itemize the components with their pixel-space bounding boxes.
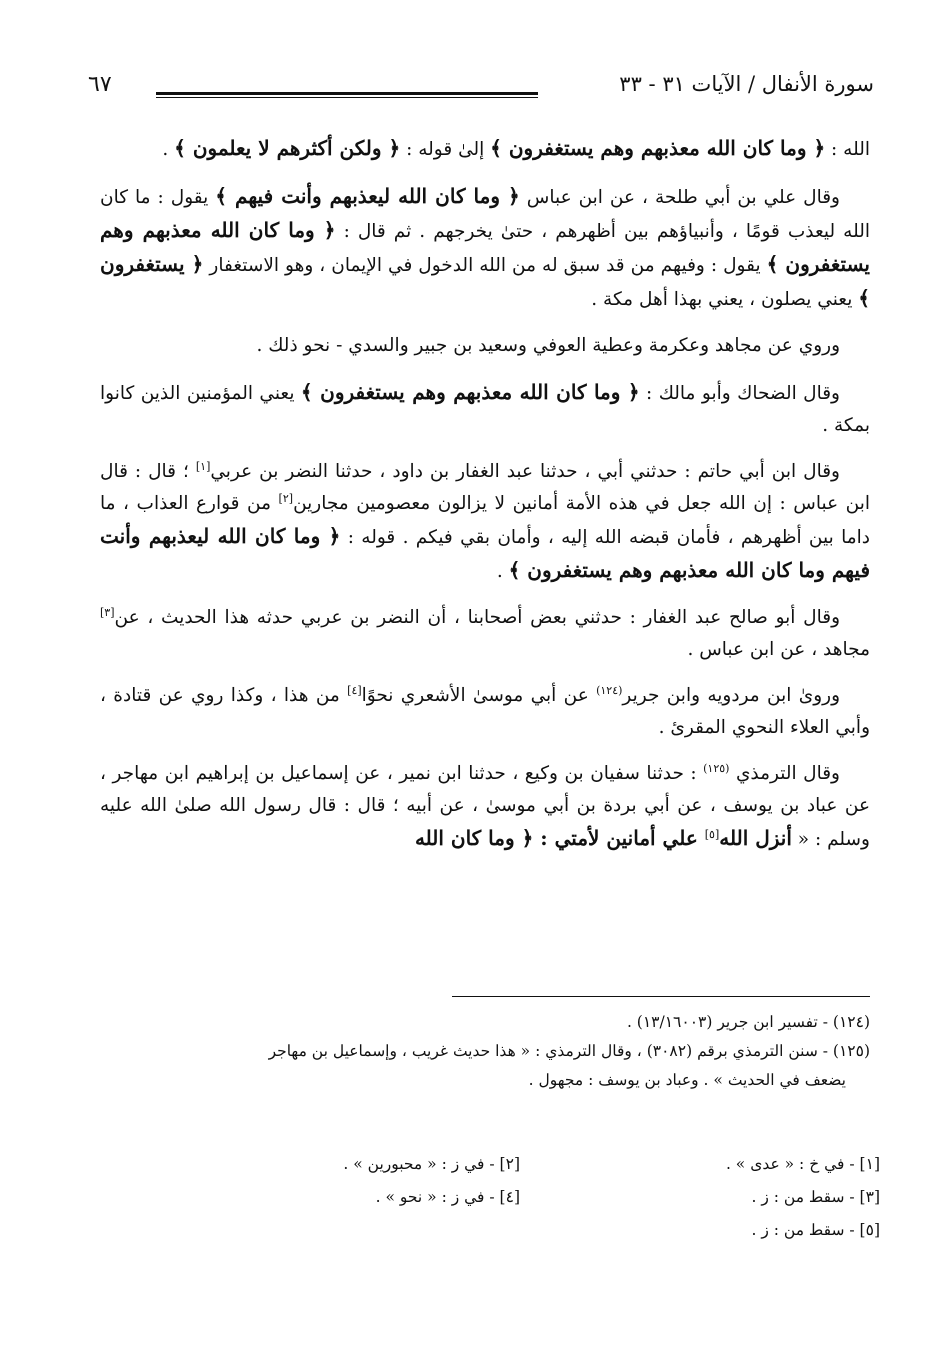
paragraph-5: وقال ابن أبي حاتم : حدثني أبي ، حدثنا عبد الغفار بن داود ، حدثنا النضر بن عربي[١] ؛ قال : قال ابن عباس : إن الله جعل في هذه الأمة أمانين لا يزالون معصومين مجارين[٢] من قوارع العذاب ، ما داما بين أظهرهم ، فأمان قبضه الله إليه ، وأمان بقي فيكم . قوله : ﴿ وما كان الله ليعذبهم وأنت فيهم وما كان الله معذبهم وهم يستغفرون ﴾ . xyxy=(100,459,871,582)
variant-ref: [٣] xyxy=(100,605,115,619)
paragraph-2: وقال علي بن أبي طلحة ، عن ابن عباس ﴿ وما كان الله ليعذبهم وأنت فيهم ﴾ يقول : ما كان الله ليعذب قومًا ، وأنبياؤهم بين أظهرهم ، حتىٰ يخرجهم . ثم قال : ﴿ وما كان الله معذبهم وهم يستغفرون ﴾ يقول : وفيهم من قد سبق له من الله الدخول في الإيمان ، وهو الاستغفار ﴿ يستغفرون ﴾ يعني يصلون ، يعني بهذا أهل مكة . xyxy=(100,184,870,310)
main-text xyxy=(100,132,870,870)
quran-quote: ﴿ يستغفرون ﴾ xyxy=(100,252,870,310)
variant-ref: [٥] xyxy=(704,827,720,841)
variant-note-3: [٣] - سقط من : ز . xyxy=(751,1188,880,1206)
hadith-quote: علي أمانين لأمتي : ﴿ وما كان الله xyxy=(414,826,705,850)
footnote-separator xyxy=(452,996,870,997)
paragraph-6: وقال أبو صالح عبد الغفار : حدثني بعض أصحابنا ، أن النضر بن عربي حدثه هذا الحديث ، عن[٣] مجاهد ، عن ابن عباس . xyxy=(100,605,870,660)
hadith-quote: أنزل الله xyxy=(719,826,792,850)
footnote-125: (١٢٥) - سنن الترمذي برقم (٣٠٨٢) ، وقال الترمذي : « هذا حديث غريب ، وإسماعيل بن مهاجر xyxy=(268,1042,870,1060)
footnote-124: (١٢٤) - تفسير ابن جرير (١٣/١٦٠٠٣) . xyxy=(626,1013,870,1031)
paragraph-3: وروي عن مجاهد وعكرمة وعطية العوفي وسعيد بن جبير والسدي - نحو ذلك . xyxy=(256,335,840,356)
variant-ref: [٤] xyxy=(347,683,362,697)
header-rule xyxy=(156,92,538,98)
variants-right-column xyxy=(550,1148,880,1247)
quran-quote: ﴿ ولكن أكثرهم لا يعلمون ﴾ xyxy=(174,136,401,160)
running-header xyxy=(88,72,874,112)
footnote-ref: (١٢٥) xyxy=(703,761,730,775)
quran-quote: ﴿ وما كان الله ليعذبهم وأنت فيهم وما كان الله معذبهم وهم يستغفرون ﴾ xyxy=(100,524,870,582)
variant-note-4: [٤] - في ز : « نحو » . xyxy=(375,1188,520,1206)
variant-ref: [١] xyxy=(195,459,211,473)
quran-quote: ﴿ وما كان الله معذبهم وهم يستغفرون ﴾ xyxy=(490,136,826,160)
variant-note-2: [٢] - في ز : « محبورين » . xyxy=(343,1155,520,1173)
footnotes xyxy=(96,1008,870,1095)
variant-note-1: [١] - في خ : « عدى » . xyxy=(725,1155,880,1173)
quran-quote: ﴿ وما كان الله معذبهم وهم يستغفرون ﴾ xyxy=(100,218,870,276)
paragraph-1: الله : ﴿ وما كان الله معذبهم وهم يستغفرون ﴾ إلىٰ قوله : ﴿ ولكن أكثرهم لا يعلمون ﴾ . xyxy=(162,136,870,160)
footnote-ref: (١٢٤) xyxy=(596,683,623,697)
page-number: ٦٧ xyxy=(88,72,112,97)
paragraph-8: وقال الترمذي $^{(١٢٥)}$ : حدثنا سفيان بن وكيع ، حدثنا ابن نمير ، عن إسماعيل بن إبراهيم ابن مهاجر ، عن عباد بن يوسف ، عن أبي بردة بن أبي موسىٰ ، عن أبيه ؛ قال : قال رسول الله صلىٰ الله عليه وسلم : « أنزل الله[٥] علي أمانين لأمتي : ﴿ وما كان الله xyxy=(100,761,870,850)
variant-ref: [٢] xyxy=(278,491,294,505)
paragraph-7: ورویٰ ابن مردويه وابن جرير$^{(١٢٤)}$ عن أبي موسىٰ الأشعري نحوًا[٤] من هذا ، وكذا روي عن قتادة ، وأبي العلاء النحوي المقرئ . xyxy=(100,683,870,738)
footnote-125-continued: يضعف في الحديث » . وعباد بن يوسف : مجهول . xyxy=(528,1071,846,1089)
header-title: سورة الأنفال / الآيات ٣١ - ٣٣ xyxy=(619,72,874,96)
quran-quote: ﴿ وما كان الله معذبهم وهم يستغفرون ﴾ xyxy=(300,380,640,404)
variant-note-5: [٥] - سقط من : ز . xyxy=(751,1221,880,1239)
paragraph-4: وقال الضحاك وأبو مالك : ﴿ وما كان الله معذبهم وهم يستغفرون ﴾ يعني المؤمنين الذين كانوا بمكة . xyxy=(100,380,870,436)
quran-quote: ﴿ وما كان الله ليعذبهم وأنت فيهم ﴾ xyxy=(215,184,520,208)
variants-left-column xyxy=(190,1148,520,1214)
